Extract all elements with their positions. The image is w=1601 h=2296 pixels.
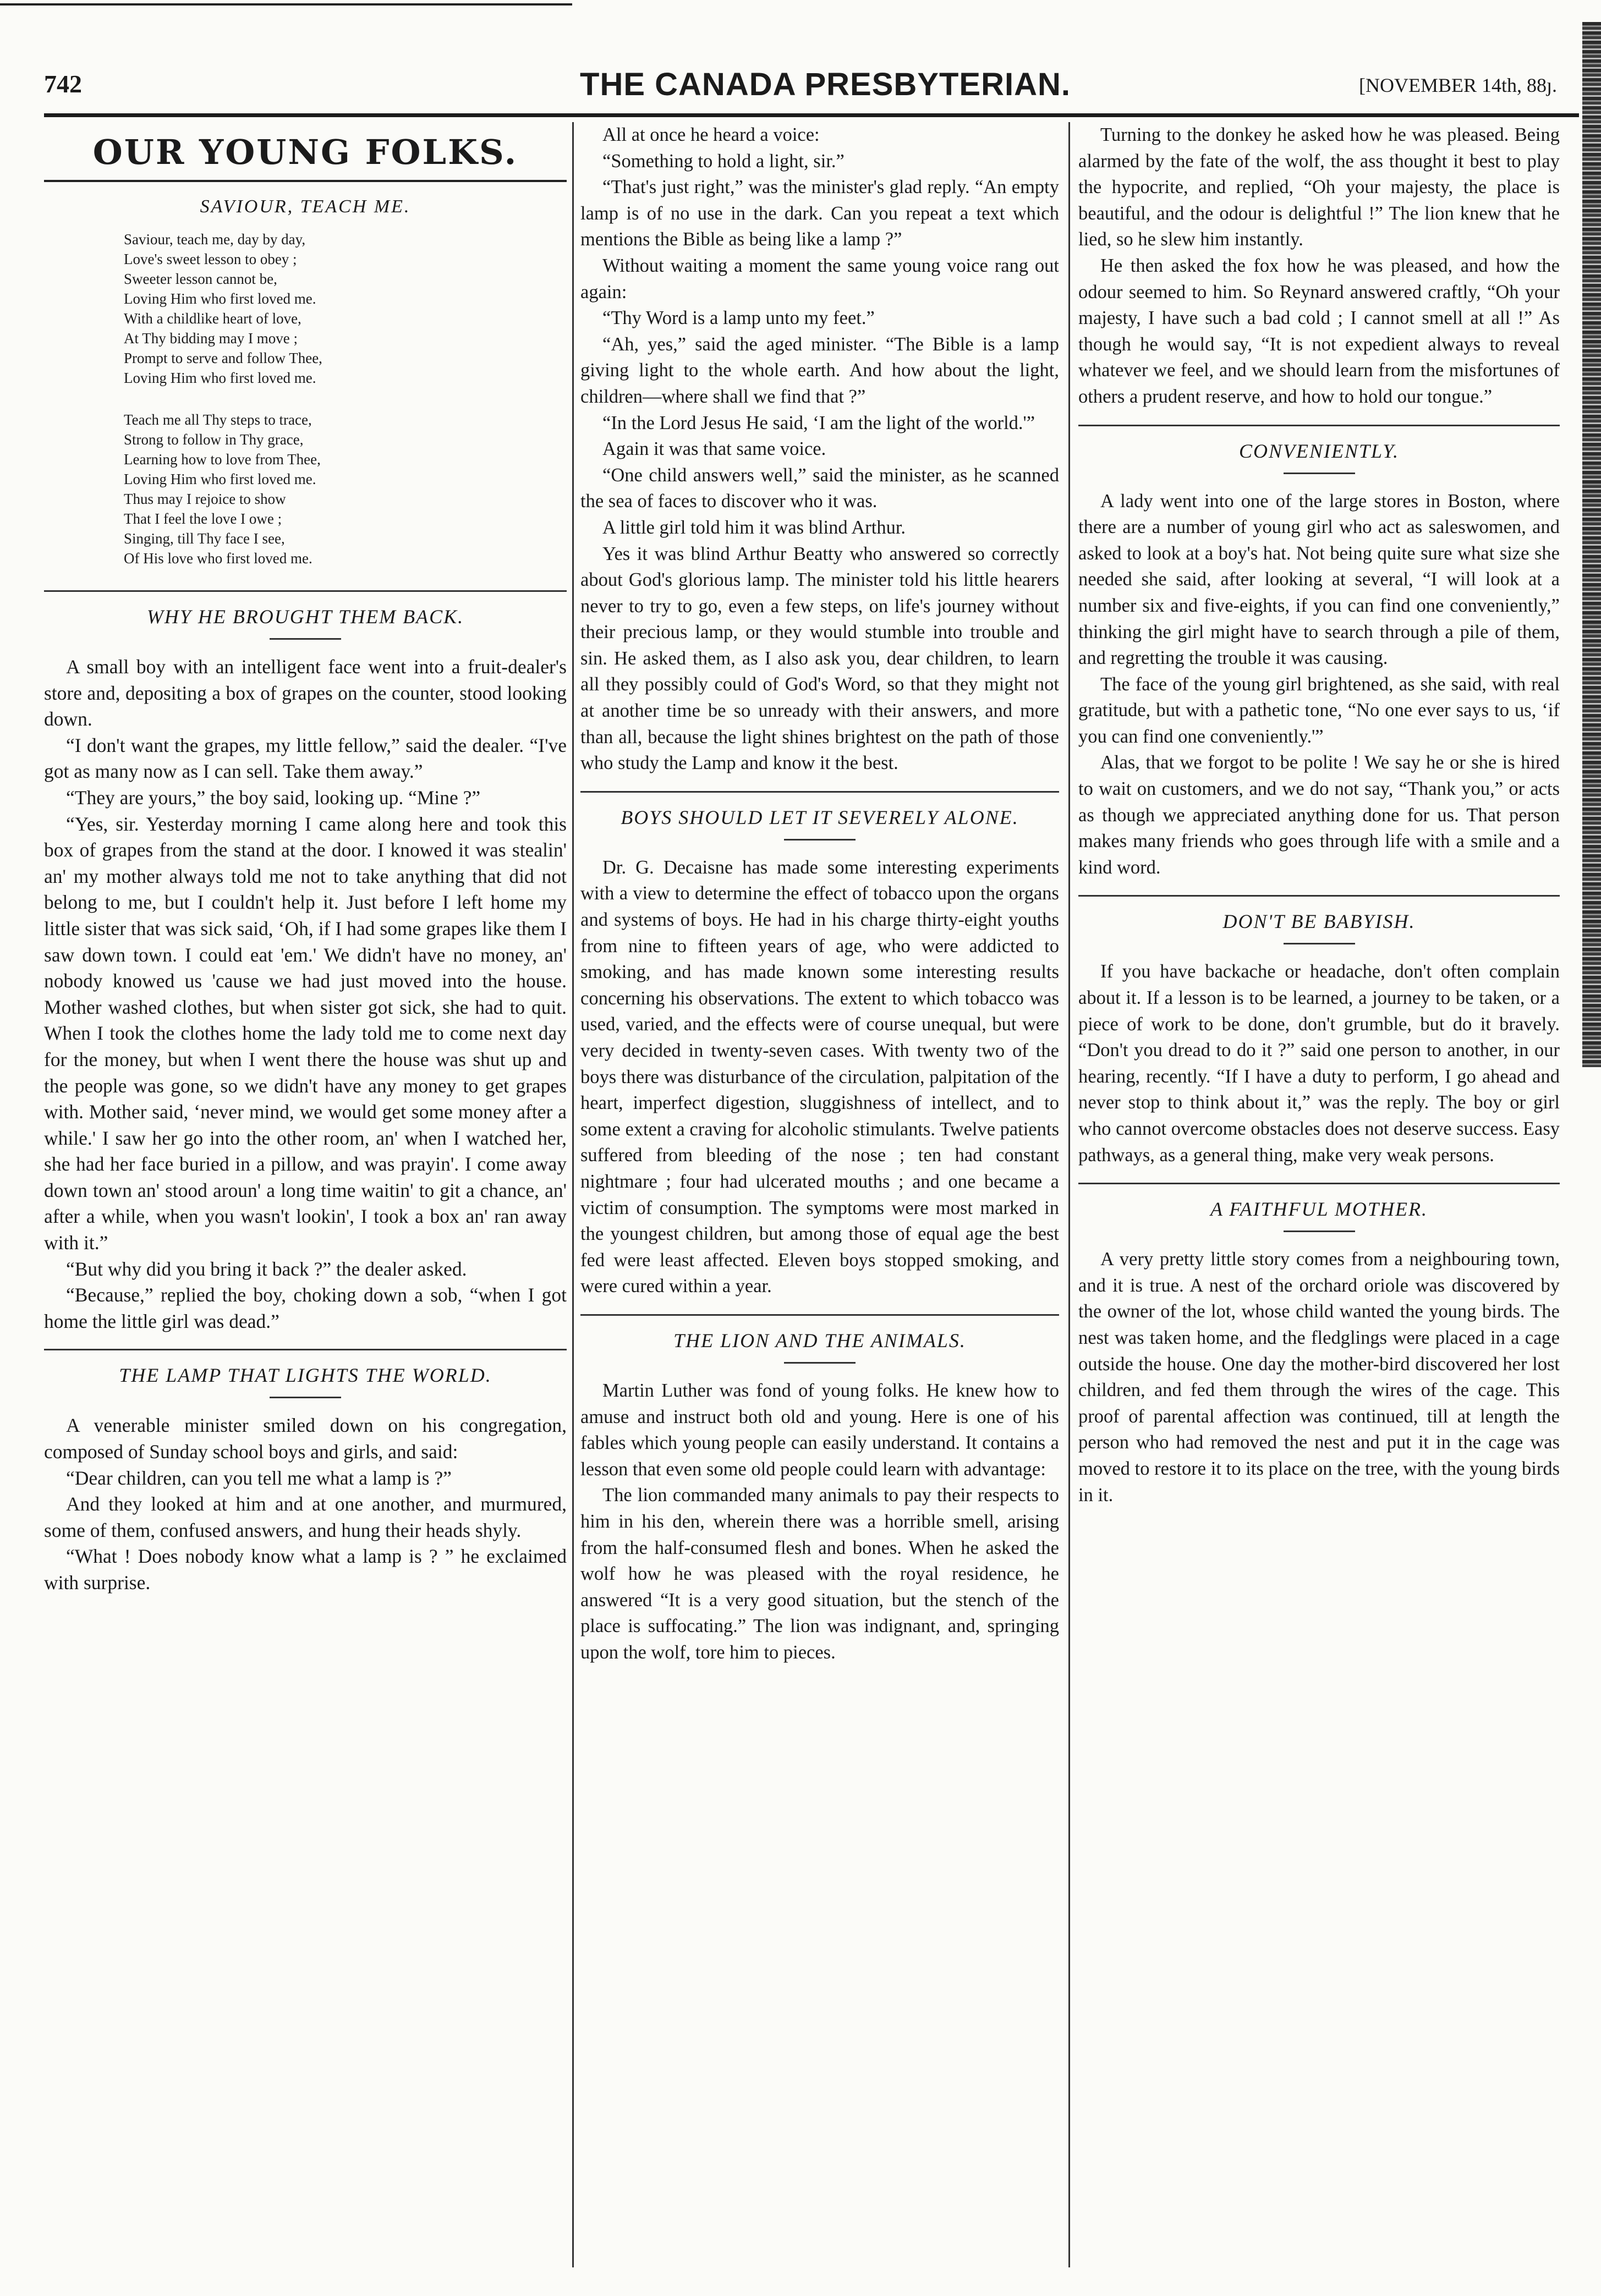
title-rule (1284, 473, 1355, 474)
article-paragraph: Again it was that same voice. (602, 438, 826, 460)
poem-line: Saviour, teach me, day by day, (124, 231, 306, 248)
article-paragraph: Martin Luther was fond of young folks. He knew how to amuse and instruct both old and young. Here is one of his fables which young people can easily understand. It contains a lesson that even some old people could learn with advantage: (580, 1380, 1059, 1480)
poem-title: SAVIOUR, TEACH ME. (200, 196, 411, 217)
poem-line: Of His love who first loved me. (124, 550, 312, 567)
article-paragraph: “Dear children, can you tell me what a lamp is ?” (66, 1466, 452, 1489)
article-title: DON'T BE BABYISH. (1222, 910, 1416, 933)
article-paragraph: The face of the young girl brightened, as she said, with real gratitude, but with a pathetic tone, “No one ever says to us, ‘if you can find one conveniently.'” (1078, 673, 1560, 747)
article-paragraph: Alas, that we forgot to be polite ! We say he or she is hired to wait on customers, and we do not say, “Thank you,” or acts as though we appreciated anything done for us. That person makes many friends who goes through life with a smile and a kind word. (1078, 752, 1560, 878)
poem-stanza (124, 410, 567, 568)
poem-line: Sweeter lesson cannot be, (124, 271, 277, 287)
article-paragraph: Dr. G. Decaisne has made some interesting experiments with a view to determine the effect of tobacco upon the organs and systems of boys. He had in his charge thirty-eight youths from nine to fifteen years of age, who were addicted to smoking, and has made known some interesting results concerning his observations. The extent to which tobacco was used, varied, and the effects were of course unequal, but were very decided in twenty-seven cases. With twenty two of the boys there was disturbance of the circulation, palpitation of the heart, imperfect digestion, sluggishness of intellect, and to some extent a craving for alcoholic stimulants. Twelve patients suffered from bleeding of the nose ; ten had constant nightmare ; four had ulcerated mouths ; and one became a victim of consumption. The symptoms were most marked in the youngest children, but among those of equal age the best fed were least affected. Eleven boys stopped smoking, and were cured within a year. (580, 856, 1059, 1297)
article-paragraph: “One child answers well,” said the minister, as he scanned the sea of faces to discover who it was. (580, 464, 1059, 512)
title-rule (270, 1397, 341, 1398)
title-rule (270, 638, 341, 640)
poem-line: That I feel the love I owe ; (124, 510, 282, 527)
page-number: 742 (44, 70, 82, 98)
page-header (0, 66, 1579, 108)
poem-line: Singing, till Thy face I see, (124, 530, 285, 547)
publication-title: THE CANADA PRESBYTERIAN. (580, 67, 1071, 102)
title-rule (784, 839, 856, 841)
article-paragraph: “Yes, sir. Yesterday morning I came along here and took this box of grapes from the stand at the door. I knowed it was stealin' an' my mother always told me not to take anything that did not belong to me, but I couldn't help it. Just before I left home my little sister that was sick said, ‘Oh, if I had some grapes like them I saw down town. I could eat 'em.' We didn't have no money, an' nobody knowed us 'cause we had just moved into the house. Mother washed clothes, but when sister got sick, she had to quit. When I took the clothes home the lady told me to come next day for the money, but when I went there the house was shut up and the people was gone, so we didn't have any money to get grapes with. Mother said, ‘never mind, we would get some money after a while.' I saw her go into the other room, an' when I watched her, she had her face buried in a pillow, and was prayin'. I come away down town an' stood aroun' a long time waitin' to git a chance, an' after a while, when you wasn't lookin', I took a box an' ran away with it.” (44, 812, 567, 1254)
article-paragraph: He then asked the fox how he was pleased, and how the odour seemed to him. So Reynard answered craftly, “Oh your majesty, I have such a bad cold ; I cannot smell at all !” As though he would say, “It is not expedient always to reveal whatever we feel, and we should learn from the misfortunes of others a prudent reserve, and how to hold our tongue.” (1078, 255, 1560, 407)
section-rule (1078, 1183, 1560, 1184)
section-rule (580, 791, 1059, 793)
poem-line: Love's sweet lesson to obey ; (124, 251, 297, 267)
section-masthead: OUR YOUNG FOLKS. (92, 132, 518, 172)
article-title: BOYS SHOULD LET IT SEVERELY ALONE. (621, 806, 1019, 828)
article-title: CONVENIENTLY. (1238, 440, 1400, 462)
poem-line: Teach me all Thy steps to trace, (124, 411, 312, 428)
article-paragraph: “In the Lord Jesus He said, ‘I am the light of the world.'” (602, 412, 1035, 433)
poem-line: Thus may I rejoice to show (124, 491, 286, 507)
column-1 (44, 122, 567, 2273)
poem-line: Strong to follow in Thy grace, (124, 431, 304, 448)
binding-edge (1582, 22, 1601, 1067)
article-paragraph: “Thy Word is a lamp unto my feet.” (602, 307, 875, 329)
poem-line: At Thy bidding may I move ; (124, 330, 298, 347)
article-paragraph: “They are yours,” the boy said, looking up. “Mine ?” (66, 786, 481, 809)
article-paragraph: The lion commanded many animals to pay their respects to him in his den, wherein there was a horrible smell, arising from the half-consumed flesh and bones. When he asked the wolf how he was pleased with the royal residence, he answered “It is a very good situation, but the stench of the place is suffocating.” The lion was indignant, and, springing upon the wolf, tore him to pieces. (580, 1485, 1059, 1663)
section-rule (580, 1314, 1059, 1316)
column-rule (1068, 122, 1070, 2267)
section-rule (44, 1349, 567, 1350)
section-rule (1078, 895, 1560, 897)
article-title: THE LAMP THAT LIGHTS THE WORLD. (119, 1364, 492, 1387)
section-rule (1078, 425, 1560, 426)
section-rule (44, 590, 567, 592)
poem-line: Loving Him who first loved me. (124, 370, 316, 386)
article-paragraph: “Because,” replied the boy, choking down a sob, “when I got home the little girl was dead.” (44, 1284, 567, 1332)
article-paragraph: All at once he heard a voice: (602, 124, 820, 145)
header-rule (44, 113, 1579, 117)
title-rule (784, 1362, 856, 1364)
article-paragraph: “That's just right,” was the minister's glad reply. “An empty lamp is of no use in the dark. Can you repeat a text which mentions the Bible as being like a lamp ?” (580, 177, 1059, 250)
article-paragraph: If you have backache or headache, don't often complain about it. If a lesson is to be learned, a journey to be taken, or a piece of work to be done, don't grumble, but do it bravely. “Don't you dread to do it ?” said one person to another, in our hearing, recently. “If I have a duty to perform, I go ahead and never stop to think about it,” was the reply. The boy or girl who cannot overcome obstacles does not deserve success. Easy pathways, as a general thing, make very weak persons. (1078, 961, 1560, 1166)
poem-line: Learning how to love from Thee, (124, 451, 321, 468)
poem-line: Prompt to serve and follow Thee, (124, 350, 322, 366)
poem-line: Loving Him who first loved me. (124, 290, 316, 307)
issue-date: [NOVEMBER 14th, 88ȷ. (1359, 74, 1557, 96)
column-3 (1078, 122, 1560, 2273)
poem-line: Loving Him who first loved me. (124, 471, 316, 487)
article-paragraph: Without waiting a moment the same young voice rang out again: (580, 255, 1059, 303)
article-title: A FAITHFUL MOTHER. (1210, 1198, 1428, 1221)
column-2 (580, 122, 1059, 2273)
article-paragraph: A very pretty little story comes from a neighbouring town, and it is true. A nest of the orchard oriole was discovered by the owner of the lot, whose child wanted the young birds. The nest was taken home, and the fledglings were placed in a cage outside the house. One day the mother-bird discovered her lost children, and fed them through the wires of the cage. This proof of parental affection was continued, till at length the person who had removed the nest and put it in the cage was moved to restore it to its place on the tree, with the young birds in it. (1078, 1249, 1560, 1506)
title-rule (1284, 943, 1355, 944)
article-paragraph: A lady went into one of the large stores in Boston, where there are a number of young girl who act as saleswomen, and asked to look at a boy's hat. Not being quite sure what size she needed she said, after looking at several, “I will look at a number six and five-eights, if you can find one conveniently,” thinking the girl might have to search through a pile of them, and regretting the trouble it was causing. (1078, 490, 1560, 669)
article-paragraph: A venerable minister smiled down on his congregation, composed of Sunday school boys and girls, and said: (44, 1414, 567, 1463)
title-rule (1284, 1231, 1355, 1232)
article-paragraph: A little girl told him it was blind Arthur. (602, 517, 906, 538)
article-paragraph: “But why did you bring it back ?” the dealer asked. (66, 1257, 467, 1280)
article-title: WHY HE BROUGHT THEM BACK. (146, 606, 464, 628)
article-paragraph: Yes it was blind Arthur Beatty who answered so correctly about God's glorious lamp. The minister told his little hearers never to try to go, even a few steps, on life's journey without their precious lamp, or they would stumble into trouble and sin. He asked them, as I also ask you, dear children, to learn all they possibly could of God's Word, so that they might not at another time be so unready with their answers, and more than all, because the light shines brightest on the path of those who study the Lamp and know it the best. (580, 543, 1059, 774)
article-paragraph: Turning to the donkey he asked how he was pleased. Being alarmed by the fate of the wolf, the ass thought it best to play the hypocrite, and replied, “Oh your majesty, the place is beautiful, and the odour is delightful !” The lion knew that he lied, so he slew him instantly. (1078, 124, 1560, 250)
article-paragraph: And they looked at him and at one another, and murmured, some of them, confused answers, and hung their heads shyly. (44, 1493, 567, 1541)
article-paragraph: “Something to hold a light, sir.” (602, 150, 845, 172)
article-paragraph: “What ! Does nobody know what a lamp is ? ” he exclaimed with surprise. (44, 1545, 567, 1594)
poem-stanza (124, 229, 567, 388)
article-paragraph: A small boy with an intelligent face went into a fruit-dealer's store and, depositing a box of grapes on the counter, stood looking down. (44, 656, 567, 730)
masthead-rule (44, 180, 567, 182)
article-paragraph: “I don't want the grapes, my little fellow,” said the dealer. “I've got as many now as I can sell. Take them away.” (44, 734, 567, 783)
article-title: THE LION AND THE ANIMALS. (673, 1329, 966, 1352)
column-rule (572, 122, 574, 2267)
article-paragraph: “Ah, yes,” said the aged minister. “The Bible is a lamp giving light to the whole earth. And how about the light, children—where shall we find that ?” (580, 333, 1059, 407)
top-rule (0, 3, 572, 6)
poem-line: With a childlike heart of love, (124, 310, 301, 327)
